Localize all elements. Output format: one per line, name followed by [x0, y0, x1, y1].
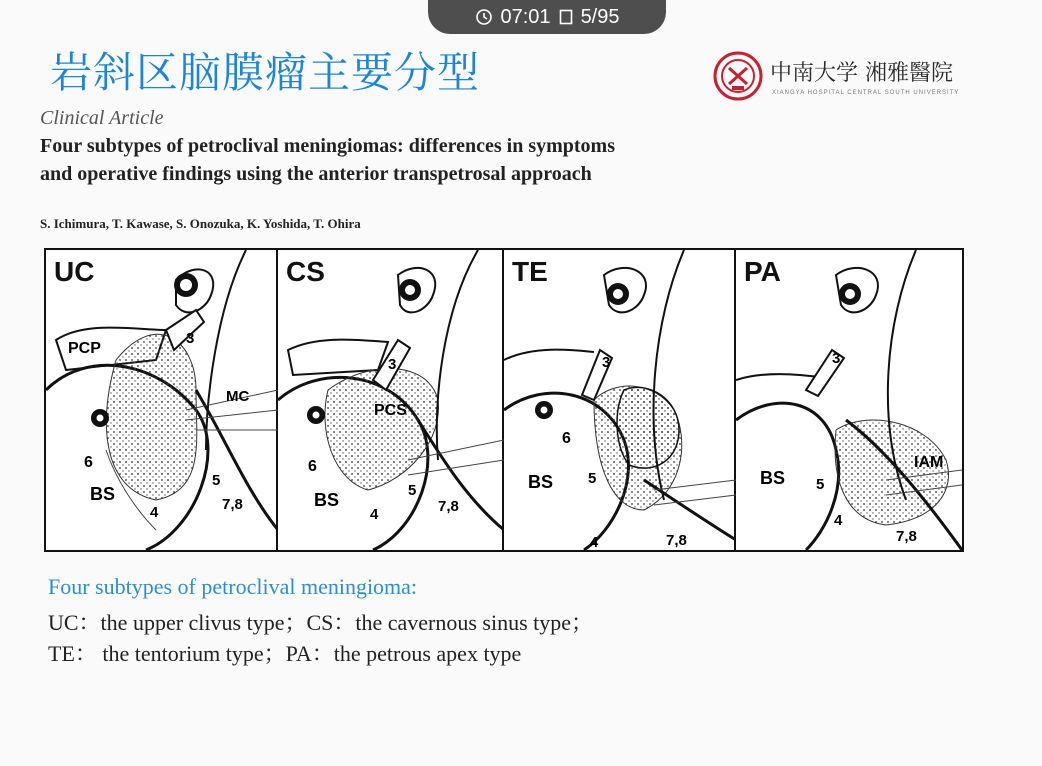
panel-pa-label: PA — [744, 256, 781, 287]
status-page: 5/95 — [580, 5, 620, 28]
article-title-line1: Four subtypes of petroclival meningiomas: differences in symptoms — [40, 135, 615, 157]
caption-line-2: TE： the tentorium type；PA：the petrous apex type — [48, 641, 522, 666]
te-annotation-bs: BS — [528, 472, 554, 492]
pa-annotation-iam: IAM — [914, 454, 944, 471]
te-annotation-6: 6 — [562, 430, 571, 447]
hospital-logo — [712, 50, 1012, 102]
uc-annotation-6: 6 — [84, 454, 93, 471]
uc-annotation-4: 4 — [150, 504, 159, 521]
pa-annotation-4: 4 — [834, 512, 843, 529]
status-time: 07:01 — [500, 5, 551, 28]
pa-annotation-3: 3 — [832, 350, 841, 367]
status-pill — [428, 0, 666, 34]
uc-annotation-78: 7,8 — [222, 496, 243, 513]
te-annotation-5: 5 — [588, 470, 597, 487]
hospital-emblem-icon — [712, 50, 764, 102]
cs-annotation-3: 3 — [388, 356, 397, 373]
te-annotation-3: 3 — [602, 354, 611, 371]
panel-cs-label: CS — [286, 256, 325, 287]
uc-annotation-mc: MC — [226, 388, 250, 405]
cs-annotation-6: 6 — [308, 458, 317, 475]
pa-illustration — [736, 250, 962, 550]
logo-subtext: XIANGYA HOSPITAL CENTRAL SOUTH UNIVERSITY — [772, 90, 960, 96]
pa-annotation-78: 7,8 — [896, 528, 917, 545]
clock-icon — [475, 8, 493, 26]
uc-annotation-3: 3 — [186, 330, 195, 347]
panel-pa — [736, 250, 962, 550]
cs-annotation-pcs: PCS — [374, 402, 407, 419]
logo-text: 中南大学 湘雅醫院 — [770, 61, 953, 86]
article-authors: S. Ichimura, T. Kawase, S. Onozuka, K. Yoshida, T. Ohira — [40, 216, 361, 231]
pa-annotation-5: 5 — [816, 476, 825, 493]
panel-uc-label: UC — [54, 256, 95, 287]
cs-annotation-4: 4 — [370, 506, 379, 523]
uc-annotation-pcp: PCP — [68, 340, 101, 357]
uc-annotation-bs: BS — [90, 484, 116, 504]
te-annotation-78: 7,8 — [666, 532, 687, 549]
article-title — [40, 132, 800, 188]
panel-te — [504, 250, 736, 550]
subtype-figure — [44, 248, 964, 552]
te-annotation-4: 4 — [590, 534, 599, 551]
pa-annotation-bs: BS — [760, 468, 786, 488]
article-label: Clinical Article — [40, 107, 164, 129]
panel-cs — [278, 250, 504, 550]
cs-illustration — [278, 250, 504, 550]
caption-line-1: UC：the upper clivus type；CS：the cavernous sinus type； — [48, 610, 594, 635]
panel-uc — [46, 250, 278, 550]
slide-title: 岩斜区脑膜瘤主要分型 — [50, 48, 481, 97]
cs-annotation-78: 7,8 — [438, 498, 459, 515]
page-icon — [559, 9, 573, 25]
cs-annotation-5: 5 — [408, 482, 417, 499]
cs-annotation-bs: BS — [314, 490, 340, 510]
article-title-line2: and operative findings using the anterior transpetrosal approach — [40, 163, 592, 185]
uc-annotation-5: 5 — [212, 472, 221, 489]
te-illustration — [504, 250, 736, 550]
caption-title: Four subtypes of petroclival meningioma: — [48, 574, 418, 599]
panel-te-label: TE — [512, 256, 548, 287]
